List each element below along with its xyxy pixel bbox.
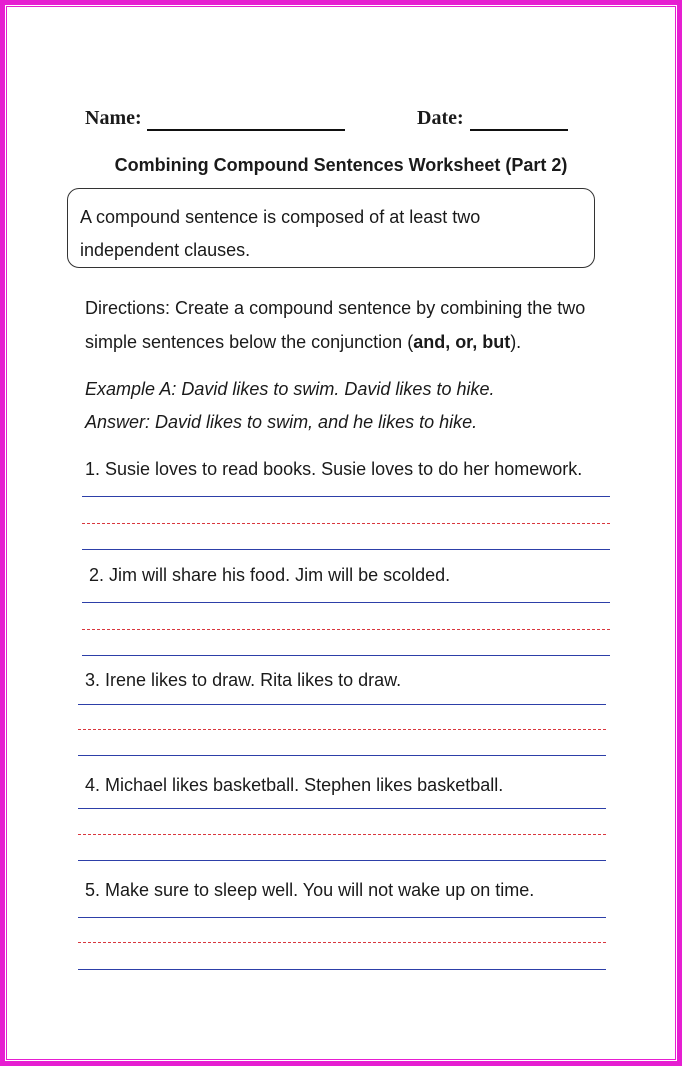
definition-box bbox=[67, 188, 595, 268]
example bbox=[85, 373, 625, 439]
date-field[interactable] bbox=[470, 129, 568, 131]
example-question: Example A: David likes to swim. David likes to hike. bbox=[85, 379, 495, 399]
date-label: Date: bbox=[417, 107, 464, 129]
directions bbox=[85, 291, 625, 359]
question-2 bbox=[5, 563, 682, 673]
answer-line-bottom bbox=[78, 860, 606, 861]
question-text: 4. Michael likes basketball. Stephen likes basketball. bbox=[85, 775, 504, 795]
question-1 bbox=[5, 457, 682, 567]
answer-line-top[interactable] bbox=[82, 496, 610, 497]
question-text: 3. Irene likes to draw. Rita likes to draw. bbox=[85, 670, 402, 690]
question-5 bbox=[5, 878, 682, 988]
definition-line-2: independent clauses. bbox=[80, 240, 251, 260]
name-label: Name: bbox=[85, 107, 142, 129]
directions-line-1: Directions: Create a compound sentence by combining the two bbox=[85, 298, 586, 318]
question-text: 5. Make sure to sleep well. You will not wake up on time. bbox=[85, 880, 535, 900]
answer-line-bottom bbox=[82, 655, 610, 656]
answer-line-top[interactable] bbox=[78, 917, 606, 918]
conjunctions: and, or, but bbox=[413, 332, 511, 352]
question-text: 2. Jim will share his food. Jim will be scolded. bbox=[89, 565, 451, 585]
question-text: 1. Susie loves to read books. Susie loves to do her homework. bbox=[85, 459, 583, 479]
answer-line-bottom bbox=[82, 549, 610, 550]
answer-line-bottom bbox=[78, 969, 606, 970]
answer-line-middle bbox=[78, 834, 606, 835]
question-4 bbox=[5, 773, 682, 883]
answer-line-middle bbox=[82, 523, 610, 524]
example-answer: Answer: David likes to swim, and he likes to hike. bbox=[85, 412, 478, 432]
answer-line-top[interactable] bbox=[78, 704, 606, 705]
worksheet-title: Combining Compound Sentences Worksheet (Part 2) bbox=[114, 155, 568, 175]
name-field[interactable] bbox=[147, 129, 345, 131]
directions-suffix: ). bbox=[510, 332, 522, 352]
question-3 bbox=[5, 668, 682, 778]
answer-line-middle bbox=[82, 629, 610, 630]
answer-line-top[interactable] bbox=[78, 808, 606, 809]
answer-line-top[interactable] bbox=[82, 602, 610, 603]
definition-line-1: A compound sentence is composed of at least two bbox=[80, 207, 481, 227]
directions-line-2 bbox=[85, 325, 625, 359]
answer-line-middle bbox=[78, 942, 606, 943]
answer-line-bottom bbox=[78, 755, 606, 756]
directions-prefix: simple sentences below the conjunction ( bbox=[85, 332, 414, 352]
answer-line-middle bbox=[78, 729, 606, 730]
